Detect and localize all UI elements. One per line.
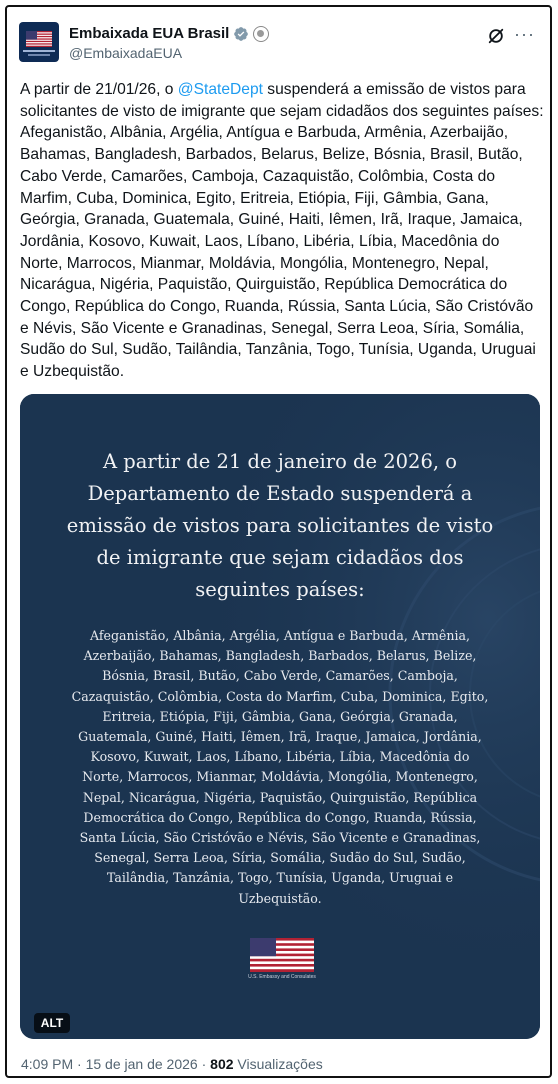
avatar-caption-line <box>23 50 55 52</box>
statedept-mention-link[interactable]: @StateDept <box>177 81 263 98</box>
tweet-text-after: suspenderá a emissão de vistos para solicitantes de visto de imigrante que sejam cidadãos dos seguintes países: Afeganistão, Albânia, Argélia, Antígua e Barbuda, Armênia, Azerbaijão, Bahamas, Bangladesh, Barbados, Belarus, Belize, Bósnia, Brasil, Butão, Cabo Verde, Camarões, Camboja, Cazaquistão, Colômbia, Costa do Marfim, Cuba, Dominica, Egito, Eritreia, Etiópia, Fiji, Gâmbia, Gana, Geórgia, Granada, Guatemala, Guiné, Haiti, Iêmen, Irã, Iraque, Jamaica, Jordânia, Kosovo, Kuwait, Laos, Líbano, Libéria, Líbia, Macedônia do Norte, Marrocos, Mianmar, Moldávia, Mongólia, Montenegro, Nepal, Nicarágua, Nigéria, Paquistão, Quirguistão, República Democrática do Congo, República do Congo, Ruanda, Rússia, Santa Lúcia, São Cristóvão e Névis, São Vicente e Granadinas, Senegal, Serra Leoa, Síria, Somália, Sudão do Sul, Sudão, Tailândia, Tanzânia, Togo, Tunísia, Uganda, Uruguai e Uzbequistão. <box>20 81 544 381</box>
author-name[interactable]: Embaixada EUA Brasil <box>69 25 230 42</box>
meta-separator: · <box>73 1056 86 1072</box>
more-dots-icon[interactable]: ··· <box>514 24 535 44</box>
views-count: 802 <box>210 1056 234 1072</box>
us-flag-icon <box>26 31 52 47</box>
tweet-media-image[interactable] <box>20 394 540 1039</box>
avatar-caption-line <box>28 54 50 56</box>
media-headline: A partir de 21 de janeiro de 2026, o Departamento de Estado suspenderá a emissão de vistos para solicitantes de visto de imigrante que sejam cidadãos dos seguintes países: <box>66 450 494 601</box>
media-country-list: Afeganistão, Albânia, Argélia, Antígua e Barbuda, Armênia, Azerbaijão, Bahamas, Bangladesh, Barbados, Belarus, Belize, Bósnia, Brasil, Butão, Cabo Verde, Camarões, Camboja, Cazaquistão, Colômbia, Costa do Marfim, Cuba, Dominica, Egito, Eritreia, Etiópia, Fiji, Gâmbia, Gana, Geórgia, Granada, Guatemala, Guiné, Haiti, Iêmen, Irã, Iraque, Jamaica, Jordânia, Kosovo, Kuwait, Laos, Líbano, Libéria, Líbia, Macedônia do Norte, Marrocos, Mianmar, Moldávia, Mongólia, Montenegro, Nepal, Nicarágua, Nigéria, Paquistão, Quirguistão, República Democrática do Congo, República do Congo, Ruanda, Rússia, Santa Lúcia, São Cristóvão e Névis, São Vicente e Granadinas, Senegal, Serra Leoa, Síria, Somália, Sudão do Sul, Sudão, Tailândia, Tanzânia, Togo, Tunísia, Uganda, Uruguai e Uzbequistão. <box>71 628 489 906</box>
us-flag-icon <box>250 938 314 972</box>
alt-text-button[interactable]: ALT <box>34 1013 70 1033</box>
verified-badge-icon <box>233 26 249 42</box>
tweet-date[interactable]: 15 de jan de 2026 <box>85 1056 198 1072</box>
tweet-text-before: A partir de 21/01/26, o <box>20 81 178 98</box>
government-badge-icon <box>253 26 269 42</box>
tweet-header <box>19 21 539 65</box>
views-label: Visualizações <box>233 1056 323 1072</box>
flag-caption: U.S. Embassy and Consulates <box>248 974 316 980</box>
tweet-time[interactable]: 4:09 PM <box>21 1056 74 1072</box>
tweet-text <box>20 79 545 383</box>
tweet-metadata <box>21 1056 323 1072</box>
us-embassy-seal-icon[interactable] <box>19 22 59 62</box>
grok-icon[interactable] <box>487 27 505 45</box>
meta-separator: · <box>197 1056 211 1072</box>
author-handle[interactable]: @EmbaixadaEUA <box>69 45 183 61</box>
author-name-row <box>69 25 269 42</box>
tweet-card <box>5 5 552 1078</box>
